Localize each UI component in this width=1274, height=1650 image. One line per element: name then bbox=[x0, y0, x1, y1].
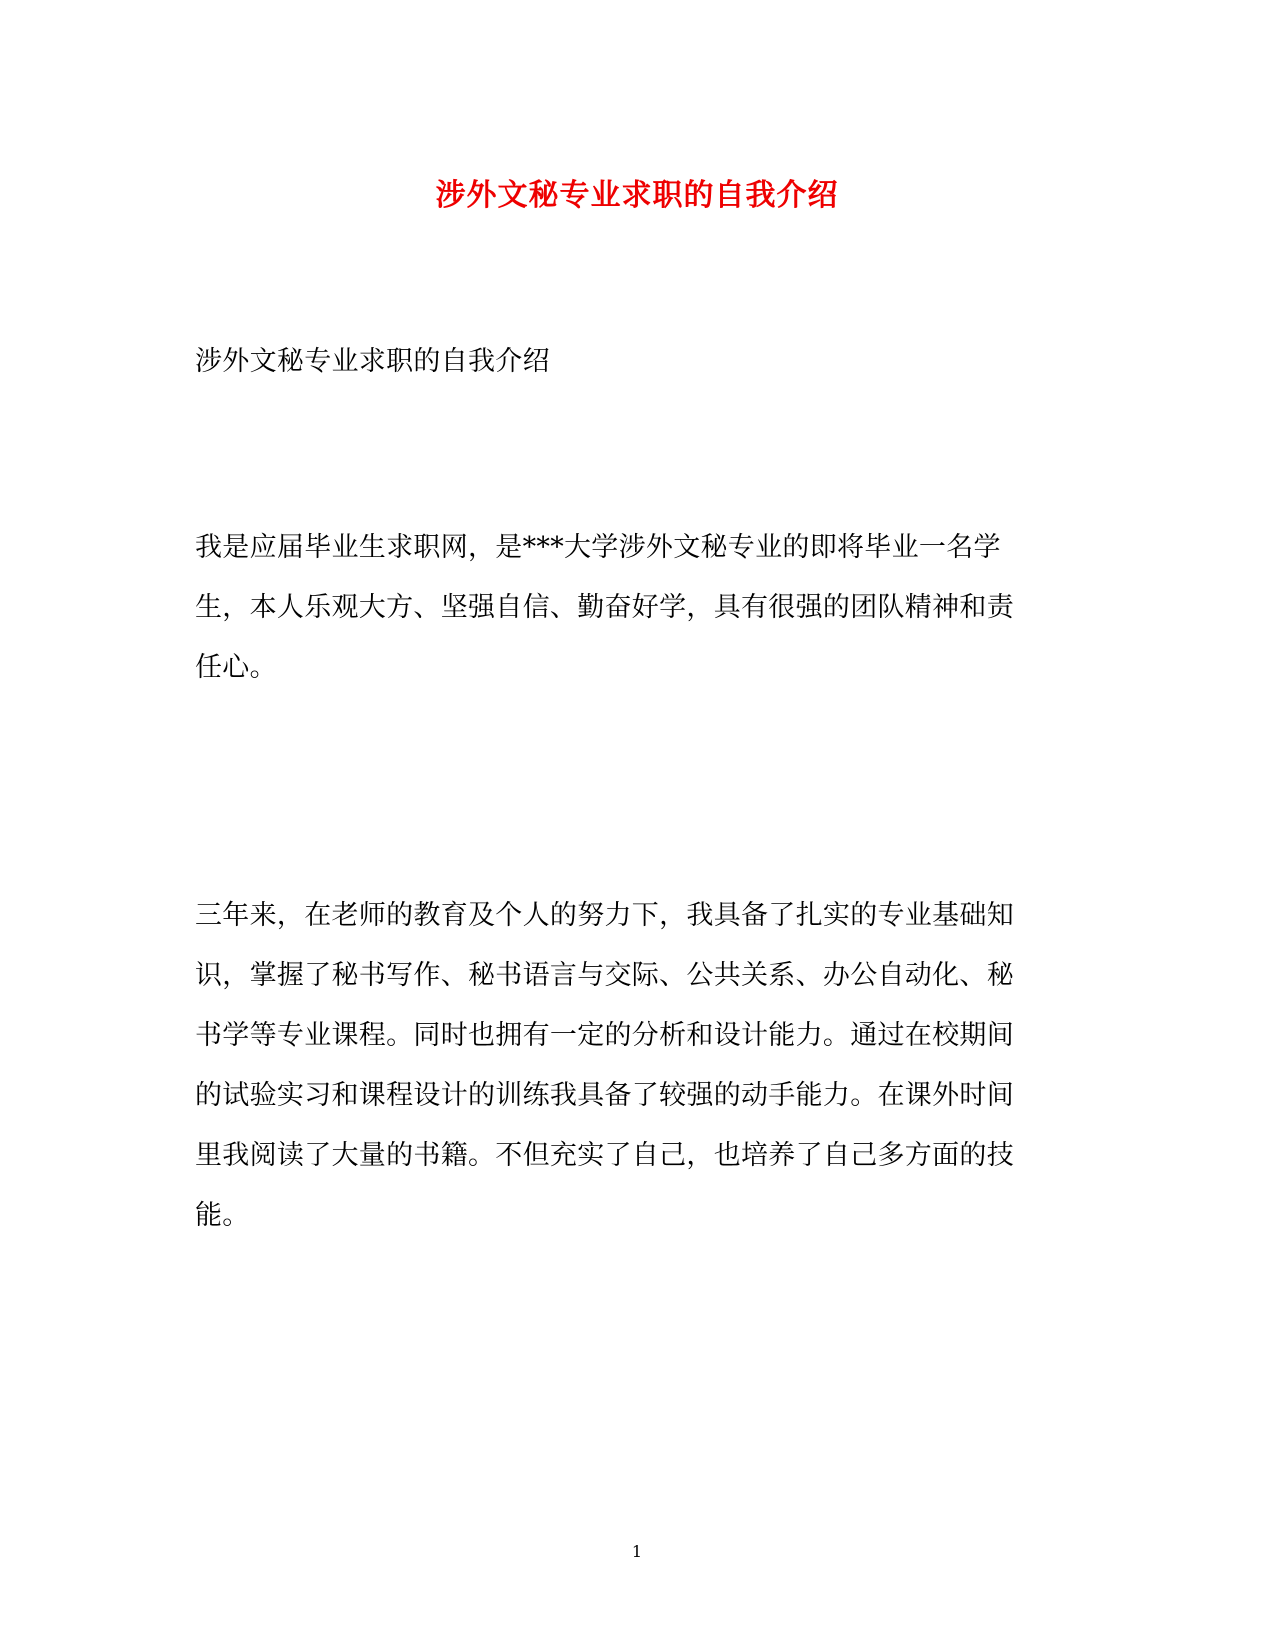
paragraph-line: 识，掌握了秘书写作、秘书语言与交际、公共关系、办公自动化、秘 bbox=[195, 960, 1014, 991]
paragraph-line: 书学等专业课程。同时也拥有一定的分析和设计能力。通过在校期间 bbox=[195, 1020, 1014, 1051]
document-subtitle: 涉外文秘专业求职的自我介绍 bbox=[195, 346, 550, 377]
document-title: 涉外文秘专业求职的自我介绍 bbox=[435, 178, 839, 213]
paragraph-line: 三年来，在老师的教育及个人的努力下，我具备了扎实的专业基础知 bbox=[195, 900, 1014, 931]
paragraph-line: 任心。 bbox=[195, 652, 277, 683]
paragraph-line: 生，本人乐观大方、坚强自信、勤奋好学，具有很强的团队精神和责 bbox=[195, 592, 1014, 623]
paragraph-line: 能。 bbox=[195, 1200, 250, 1231]
paragraph-line: 里我阅读了大量的书籍。不但充实了自己，也培养了自己多方面的技 bbox=[195, 1140, 1014, 1171]
paragraph-line: 我是应届毕业生求职网，是***大学涉外文秘专业的即将毕业一名学 bbox=[195, 532, 1001, 563]
paragraph-line: 的试验实习和课程设计的训练我具备了较强的动手能力。在课外时间 bbox=[195, 1080, 1014, 1111]
page-number: 1 bbox=[631, 1542, 643, 1561]
